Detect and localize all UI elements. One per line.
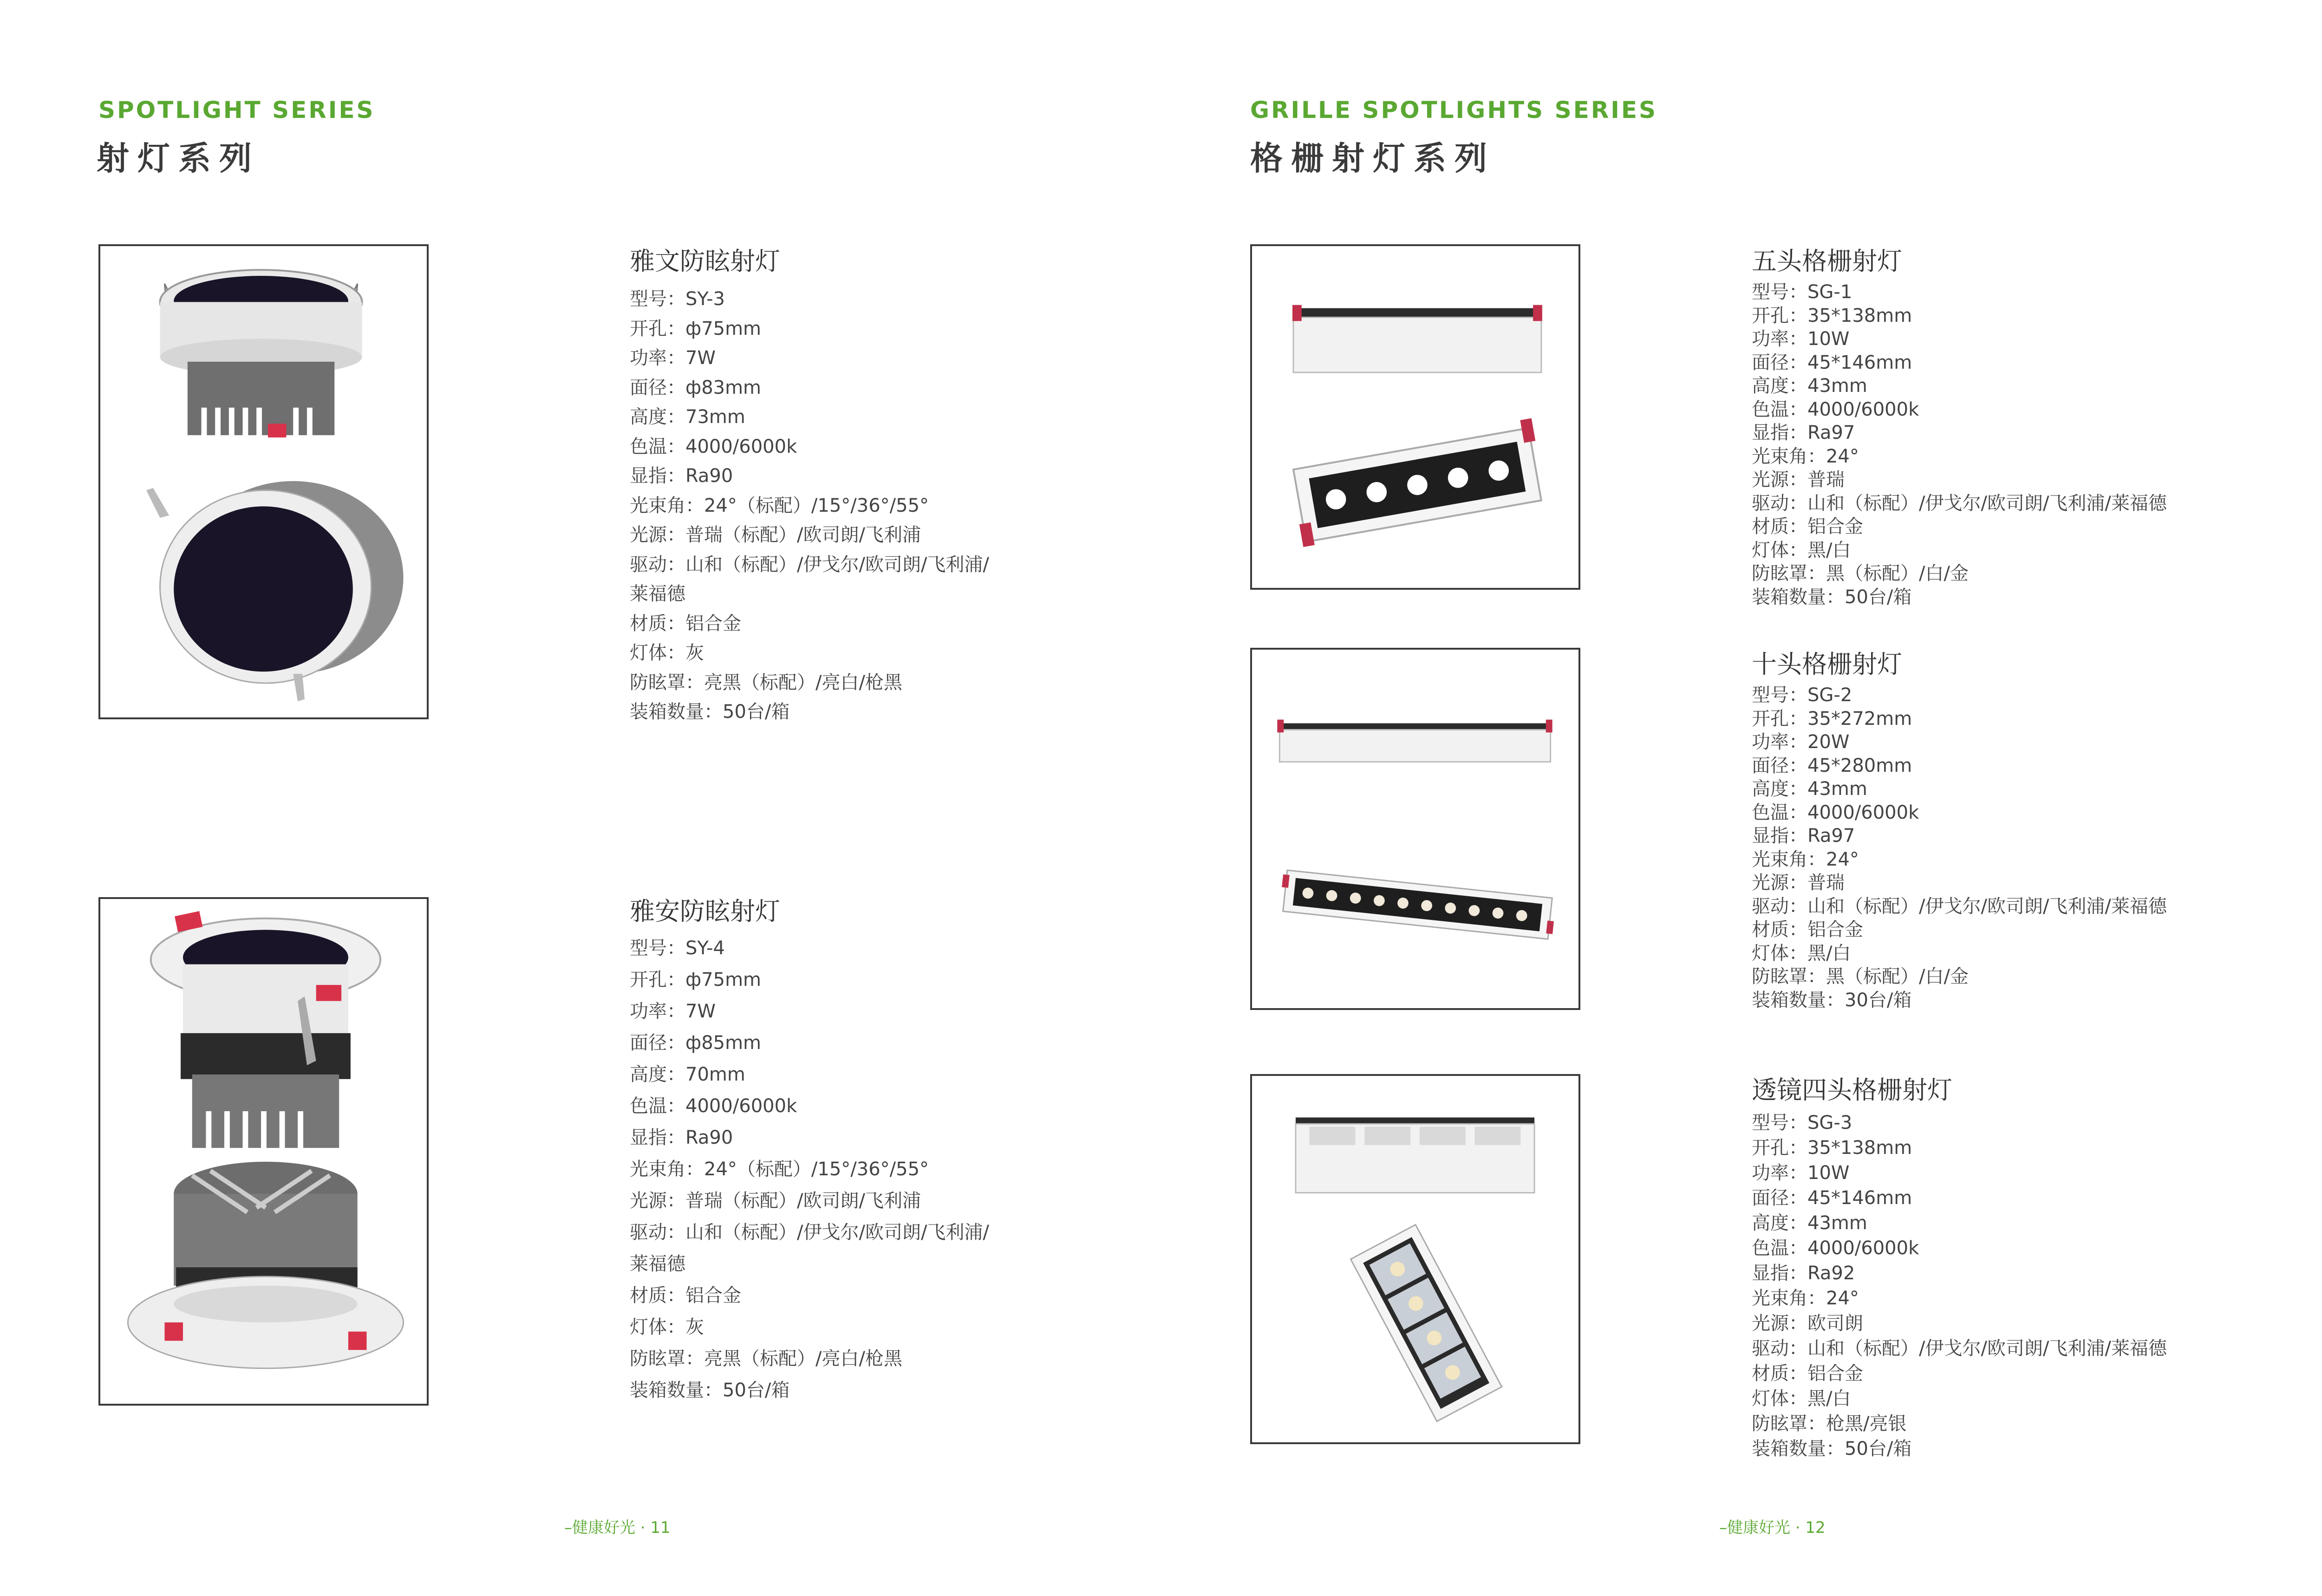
spec-list-sg3 <box>1752 1110 2167 1461</box>
spec-item: 功率：10W <box>1752 328 1850 350</box>
spec-item: 光源：普瑞（标配）/欧司朗/飞利浦 <box>630 1190 921 1212</box>
spec-item: 功率：7W <box>630 1001 716 1022</box>
spec-item: 色温：4000/6000k <box>630 436 797 457</box>
spec-item: 灯体：黑/白 <box>1752 1388 1851 1409</box>
spec-item: 驱动：山和（标配）/伊戈尔/欧司朗/飞利浦/莱福德 <box>1752 492 2167 514</box>
spec-item: 色温：4000/6000k <box>1752 398 1919 420</box>
spec-item: 型号：SY-3 <box>630 288 725 310</box>
page-number-left: –健康好光 · 11 <box>564 1518 671 1537</box>
spec-item: 显指：Ra90 <box>630 1127 733 1148</box>
spec-item: 色温：4000/6000k <box>1752 1238 1919 1259</box>
spec-item: 驱动：山和（标配）/伊戈尔/欧司朗/飞利浦/ <box>630 554 989 575</box>
spec-item: 型号：SG-2 <box>1752 684 1852 706</box>
grille-sg3-image <box>1252 1076 1578 1442</box>
spec-list-sg2 <box>1752 684 2167 1012</box>
product-title-sy3: 雅文防眩射灯 <box>630 247 780 276</box>
spec-item: 防眩罩：黑（标配）/白/金 <box>1752 966 1969 987</box>
spec-item: 光束角：24° <box>1752 848 1859 870</box>
spotlight-sy3-image <box>100 246 427 717</box>
spec-item: 光源：普瑞 <box>1752 469 1845 490</box>
product-photo-sg1 <box>1250 244 1580 590</box>
spotlight-sy4-image <box>100 899 427 1404</box>
series-title-cn-left: 射灯系列 <box>97 139 260 177</box>
spec-item: 光束角：24°（标配）/15°/36°/55° <box>630 495 929 516</box>
spec-item: 灯体：黑/白 <box>1752 942 1851 964</box>
spec-item: 型号：SG-3 <box>1752 1112 1852 1133</box>
product-photo-sg3 <box>1250 1074 1580 1444</box>
spec-item: 材质：铝合金 <box>1752 919 1863 940</box>
spec-item: 装箱数量：50台/箱 <box>1752 586 1912 608</box>
spec-item: 防眩罩：黑（标配）/白/金 <box>1752 563 1969 584</box>
spec-item: 光源：欧司朗 <box>1752 1313 1863 1334</box>
spec-item: 高度：43mm <box>1752 375 1867 397</box>
grille-sg1-image <box>1252 246 1578 588</box>
spec-item: 功率：20W <box>1752 731 1850 753</box>
spec-item: 驱动：山和（标配）/伊戈尔/欧司朗/飞利浦/莱福德 <box>1752 895 2167 917</box>
spec-item: 面径：ф83mm <box>630 377 762 398</box>
spec-item: 型号：SG-1 <box>1752 281 1852 303</box>
spec-item: 材质：铝合金 <box>1752 1363 1863 1384</box>
spec-item: 高度：43mm <box>1752 1212 1867 1234</box>
spec-item: 光束角：24° <box>1752 445 1859 467</box>
spec-item: 光束角：24°（标配）/15°/36°/55° <box>630 1159 929 1180</box>
spec-item: 面径：ф85mm <box>630 1032 762 1054</box>
spec-list-sg1 <box>1752 280 2167 609</box>
spec-item: 色温：4000/6000k <box>630 1095 797 1117</box>
spec-item: 材质：铝合金 <box>630 1285 741 1306</box>
spec-item: 功率：7W <box>630 347 716 369</box>
spec-item: 装箱数量：50台/箱 <box>630 1380 790 1401</box>
spec-item: 光源：普瑞（标配）/欧司朗/飞利浦 <box>630 524 921 546</box>
spec-item: 开孔：ф75mm <box>630 969 762 990</box>
spec-item: 驱动：山和（标配）/伊戈尔/欧司朗/飞利浦/莱福德 <box>1752 1338 2167 1359</box>
product-title-sy4: 雅安防眩射灯 <box>630 897 780 926</box>
spec-item: 装箱数量：50台/箱 <box>1752 1438 1912 1459</box>
spec-item: 莱福德 <box>630 583 685 605</box>
spec-item: 灯体：灰 <box>630 1316 704 1338</box>
spec-item: 高度：73mm <box>630 406 745 428</box>
spec-item: 莱福德 <box>630 1253 685 1275</box>
spec-item: 显指：Ra97 <box>1752 825 1855 847</box>
series-title-en-right: GRILLE SPOTLIGHTS SERIES <box>1250 97 1658 124</box>
product-title-sg2: 十头格栅射灯 <box>1752 650 1902 679</box>
spec-item: 装箱数量：30台/箱 <box>1752 989 1912 1011</box>
spec-item: 材质：铝合金 <box>1752 516 1863 537</box>
spec-item: 开孔：35*272mm <box>1752 708 1912 730</box>
spec-item: 高度：43mm <box>1752 778 1867 800</box>
product-photo-sy3 <box>98 244 429 719</box>
spec-item: 面径：45*146mm <box>1752 352 1912 373</box>
series-title-en-left: SPOTLIGHT SERIES <box>98 97 375 124</box>
spec-item: 灯体：黑/白 <box>1752 539 1851 561</box>
spec-item: 光束角：24° <box>1752 1288 1859 1309</box>
spec-item: 灯体：灰 <box>630 642 704 664</box>
spec-item: 光源：普瑞 <box>1752 872 1845 893</box>
spec-list-sy3 <box>630 285 989 727</box>
spec-item: 型号：SY-4 <box>630 938 725 959</box>
spec-list-sy4 <box>630 932 989 1406</box>
grille-sg2-image <box>1252 650 1578 1008</box>
page-number-right: –健康好光 · 12 <box>1719 1518 1826 1537</box>
spec-item: 开孔：ф75mm <box>630 318 762 339</box>
product-photo-sy4 <box>98 897 429 1406</box>
spec-item: 高度：70mm <box>630 1064 745 1085</box>
spec-item: 面径：45*280mm <box>1752 755 1912 776</box>
spec-item: 开孔：35*138mm <box>1752 1137 1912 1159</box>
spec-item: 功率：10W <box>1752 1162 1850 1184</box>
spec-item: 装箱数量：50台/箱 <box>630 701 790 723</box>
product-photo-sg2 <box>1250 648 1580 1010</box>
spec-item: 防眩罩：亮黑（标配）/亮白/枪黑 <box>630 1348 902 1369</box>
series-title-cn-right: 格栅射灯系列 <box>1250 139 1495 177</box>
spec-item: 材质：铝合金 <box>630 612 741 634</box>
spec-item: 显指：Ra97 <box>1752 422 1855 443</box>
spec-item: 色温：4000/6000k <box>1752 801 1919 823</box>
spec-item: 开孔：35*138mm <box>1752 305 1912 326</box>
product-title-sg3: 透镜四头格栅射灯 <box>1752 1075 1952 1105</box>
spec-item: 驱动：山和（标配）/伊戈尔/欧司朗/飞利浦/ <box>630 1222 989 1243</box>
spec-item: 防眩罩：枪黑/亮银 <box>1752 1413 1907 1434</box>
spec-item: 面径：45*146mm <box>1752 1187 1912 1209</box>
spec-item: 显指：Ra90 <box>630 465 733 487</box>
spec-item: 显指：Ra92 <box>1752 1263 1855 1284</box>
spec-item: 防眩罩：亮黑（标配）/亮白/枪黑 <box>630 671 902 693</box>
product-title-sg1: 五头格栅射灯 <box>1752 247 1902 276</box>
